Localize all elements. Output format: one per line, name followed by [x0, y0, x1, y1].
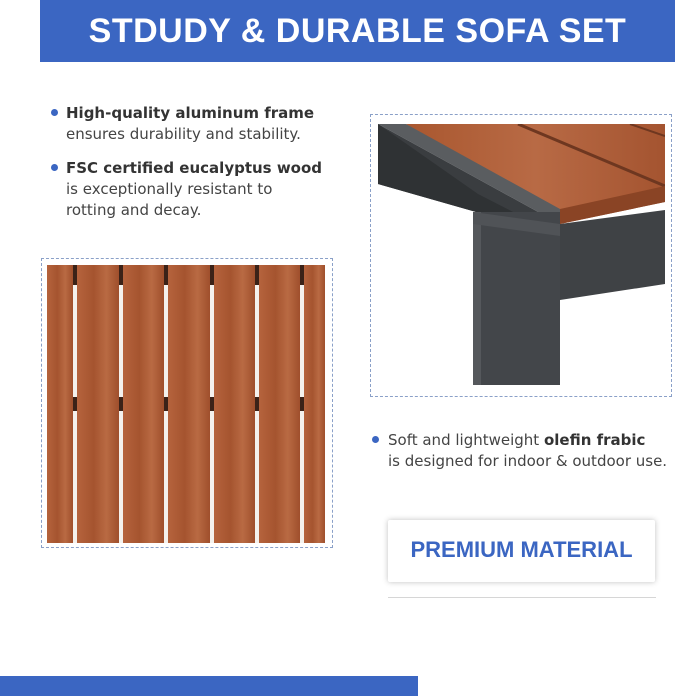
feature-text: is exceptionally resistant to: [66, 180, 273, 198]
page-title: STDUDY & DURABLE SOFA SET: [88, 12, 627, 50]
feature-text: rotting and decay.: [66, 201, 202, 219]
aluminum-frame-illustration: [378, 124, 665, 385]
wood-slats-image: [47, 265, 325, 543]
feature-text: is designed for indoor & outdoor use.: [388, 452, 668, 470]
badge-label: PREMIUM MATERIAL: [410, 537, 633, 562]
bullet-icon: [51, 109, 58, 116]
feature-aluminum-frame: [66, 103, 336, 145]
feature-olefin-fabric: [388, 430, 678, 472]
bottom-accent-bar: [0, 676, 418, 696]
feature-text: ensures durability and stability.: [66, 125, 301, 143]
bullet-icon: [51, 164, 58, 171]
feature-title: High-quality aluminum frame: [66, 104, 315, 122]
bullet-icon: [372, 436, 379, 443]
feature-eucalyptus-wood: [66, 158, 336, 221]
feature-text: Soft and lightweight: [388, 431, 544, 449]
divider: [388, 597, 656, 598]
feature-title: olefin frabic: [543, 431, 646, 449]
feature-title: FSC certified eucalyptus wood: [66, 159, 323, 177]
table-corner-image: [378, 124, 665, 385]
header-banner: [40, 0, 675, 62]
premium-material-badge: [388, 520, 655, 582]
